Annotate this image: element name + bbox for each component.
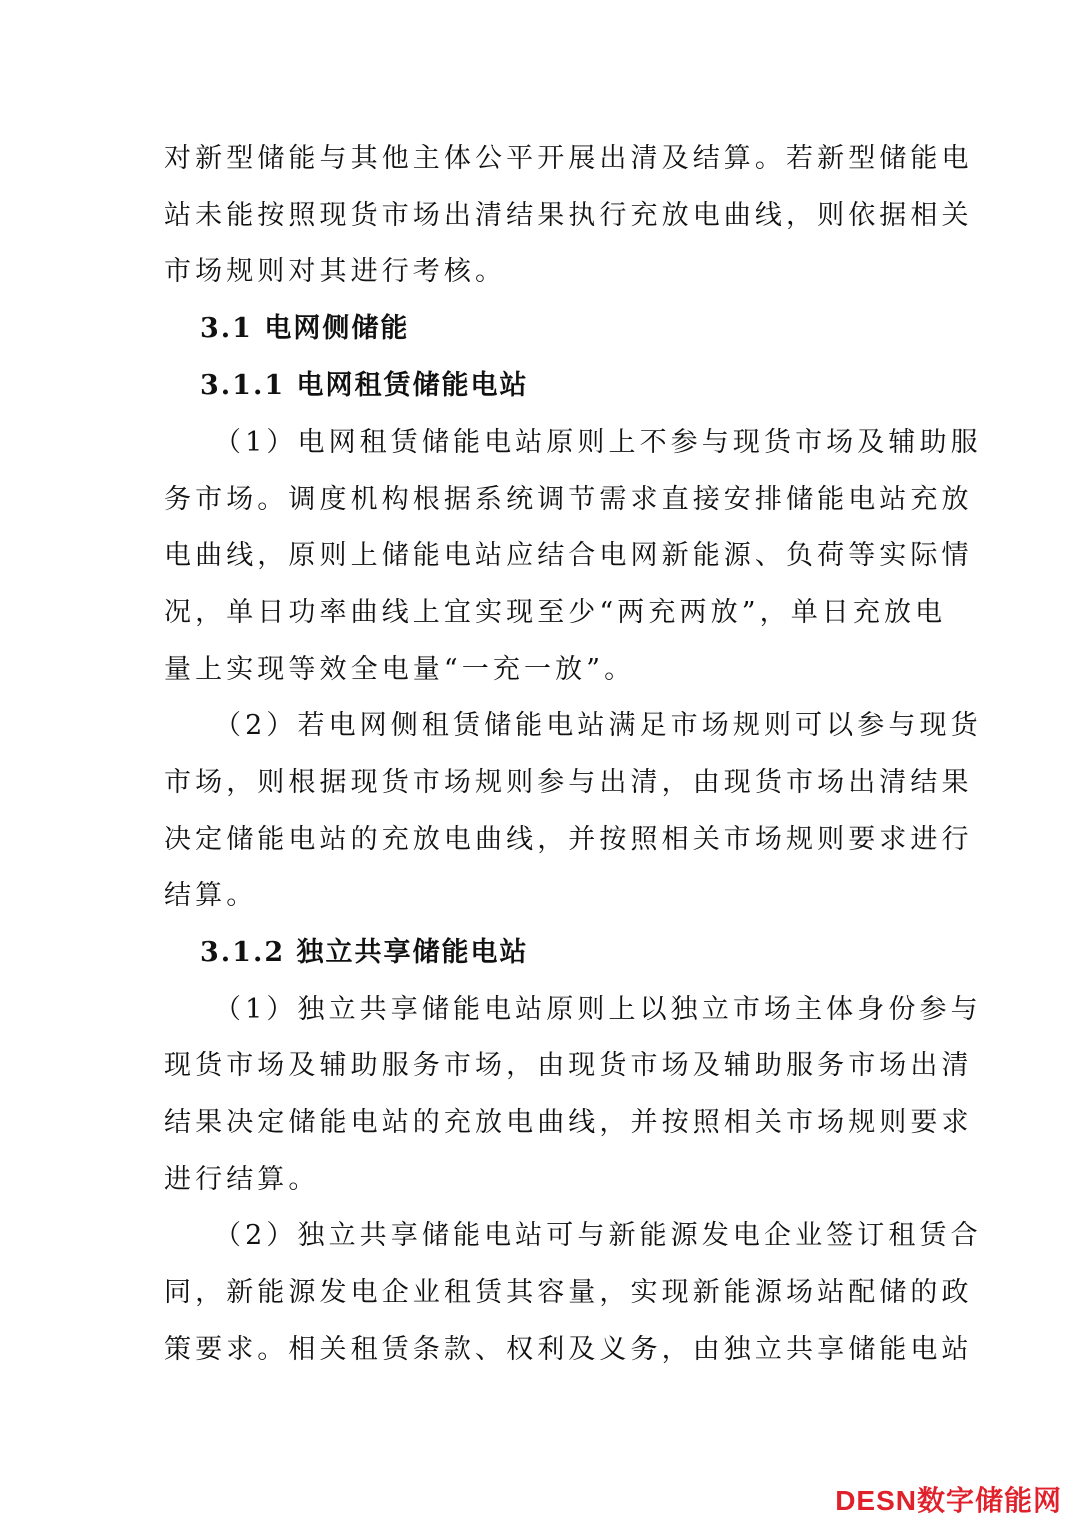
s312-p2-line-3: 策要求。相关租赁条款、权利及义务，由独立共享储能电站	[164, 1334, 973, 1365]
section-3-1-1-heading: 3.1.1 电网租赁储能电站	[200, 370, 529, 401]
s311-p2-line-4: 结算。	[164, 880, 258, 911]
s312-p1-line-1: （1）独立共享储能电站原则上以独立市场主体身份参与	[214, 994, 982, 1025]
s311-p2-line-1: （2）若电网侧租赁储能电站满足市场规则可以参与现货	[214, 710, 982, 741]
section-3-1-heading: 3.1 电网侧储能	[200, 313, 410, 344]
watermark-logo-text: DESN数字储能网	[835, 1485, 1062, 1516]
s311-p1-line-4: 况，单日功率曲线上宜实现至少“两充两放”，单日充放电	[164, 597, 947, 628]
s311-p1-line-3: 电曲线，原则上储能电站应结合电网新能源、负荷等实际情	[164, 540, 973, 571]
section-3-1-2-heading: 3.1.2 独立共享储能电站	[200, 937, 529, 968]
s311-p1-line-2: 务市场。调度机构根据系统调节需求直接安排储能电站充放	[164, 484, 973, 515]
s312-p2-line-1: （2）独立共享储能电站可与新能源发电企业签订租赁合	[214, 1220, 982, 1251]
s312-p1-line-2: 现货市场及辅助服务市场，由现货市场及辅助服务市场出清	[164, 1050, 973, 1081]
intro-line-2: 站未能按照现货市场出清结果执行充放电曲线，则依据相关	[164, 200, 973, 231]
intro-line-3: 市场规则对其进行考核。	[164, 256, 507, 287]
s312-p1-line-3: 结果决定储能电站的充放电曲线，并按照相关市场规则要求	[164, 1107, 973, 1138]
s312-p1-line-4: 进行结算。	[164, 1164, 320, 1195]
s311-p1-line-1: （1）电网租赁储能电站原则上不参与现货市场及辅助服	[214, 427, 982, 458]
s311-p2-line-2: 市场，则根据现货市场规则参与出清，由现货市场出清结果	[164, 767, 973, 798]
s311-p2-line-3: 决定储能电站的充放电曲线，并按照相关市场规则要求进行	[164, 824, 973, 855]
intro-line-1: 对新型储能与其他主体公平开展出清及结算。若新型储能电	[164, 143, 973, 174]
s312-p2-line-2: 同，新能源发电企业租赁其容量，实现新能源场站配储的政	[164, 1277, 973, 1308]
s311-p1-line-5: 量上实现等效全电量“一充一放”。	[164, 654, 636, 685]
